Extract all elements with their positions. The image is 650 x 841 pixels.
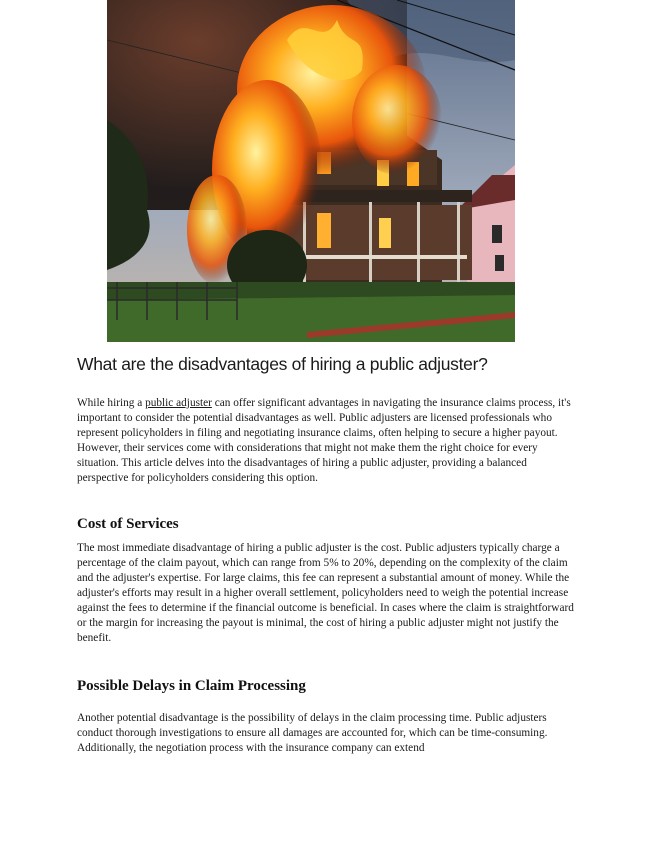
intro-paragraph (77, 396, 575, 486)
page-title: What are the disadvantages of hiring a public adjuster? (77, 354, 488, 374)
section-heading-delays: Possible Delays in Claim Processing (77, 678, 306, 694)
section-body-delays: Another potential disadvantage is the possibility of delays in the claim processing time. Public adjusters conduct thorough investigations to ensure all damages are accounted for, which can be time-consuming. Additionally, the negotiation process with the insurance company can extend (77, 712, 548, 754)
intro-text-start: While hiring a (77, 397, 146, 409)
burning-house-illustration (107, 0, 515, 342)
burning-house-photo (107, 0, 515, 342)
intro-text-rest: can offer significant advantages in navigating the insurance claims process, it's important to consider the potential disadvantages as well. Public adjusters are licensed professionals who represent policyholders in filing and negotiating insurance claims, often helping to secure a higher payout. However, their services come with considerations that might not make them the right choice for every situation. This article delves into the disadvantages of hiring a public adjuster, providing a balanced perspective for policyholders considering this option. (77, 397, 571, 484)
section-body-cost: The most immediate disadvantage of hiring a public adjuster is the cost. Public adjusters typically charge a percentage of the claim payout, which can range from 5% to 20%, depending on the complexity of the claim and the adjuster's expertise. For large claims, this fee can represent a substantial amount of money. While the adjuster's efforts may result in a higher overall settlement, policyholders need to weigh the potential increase against the fees to determine if the financial outcome is beneficial. In cases where the claim is straightforward or the margin for increasing the payout is minimal, the cost of hiring a public adjuster might not justify the benefit. (77, 542, 574, 644)
section-heading-cost: Cost of Services (77, 516, 179, 532)
public-adjuster-link[interactable]: public adjuster (145, 397, 212, 409)
